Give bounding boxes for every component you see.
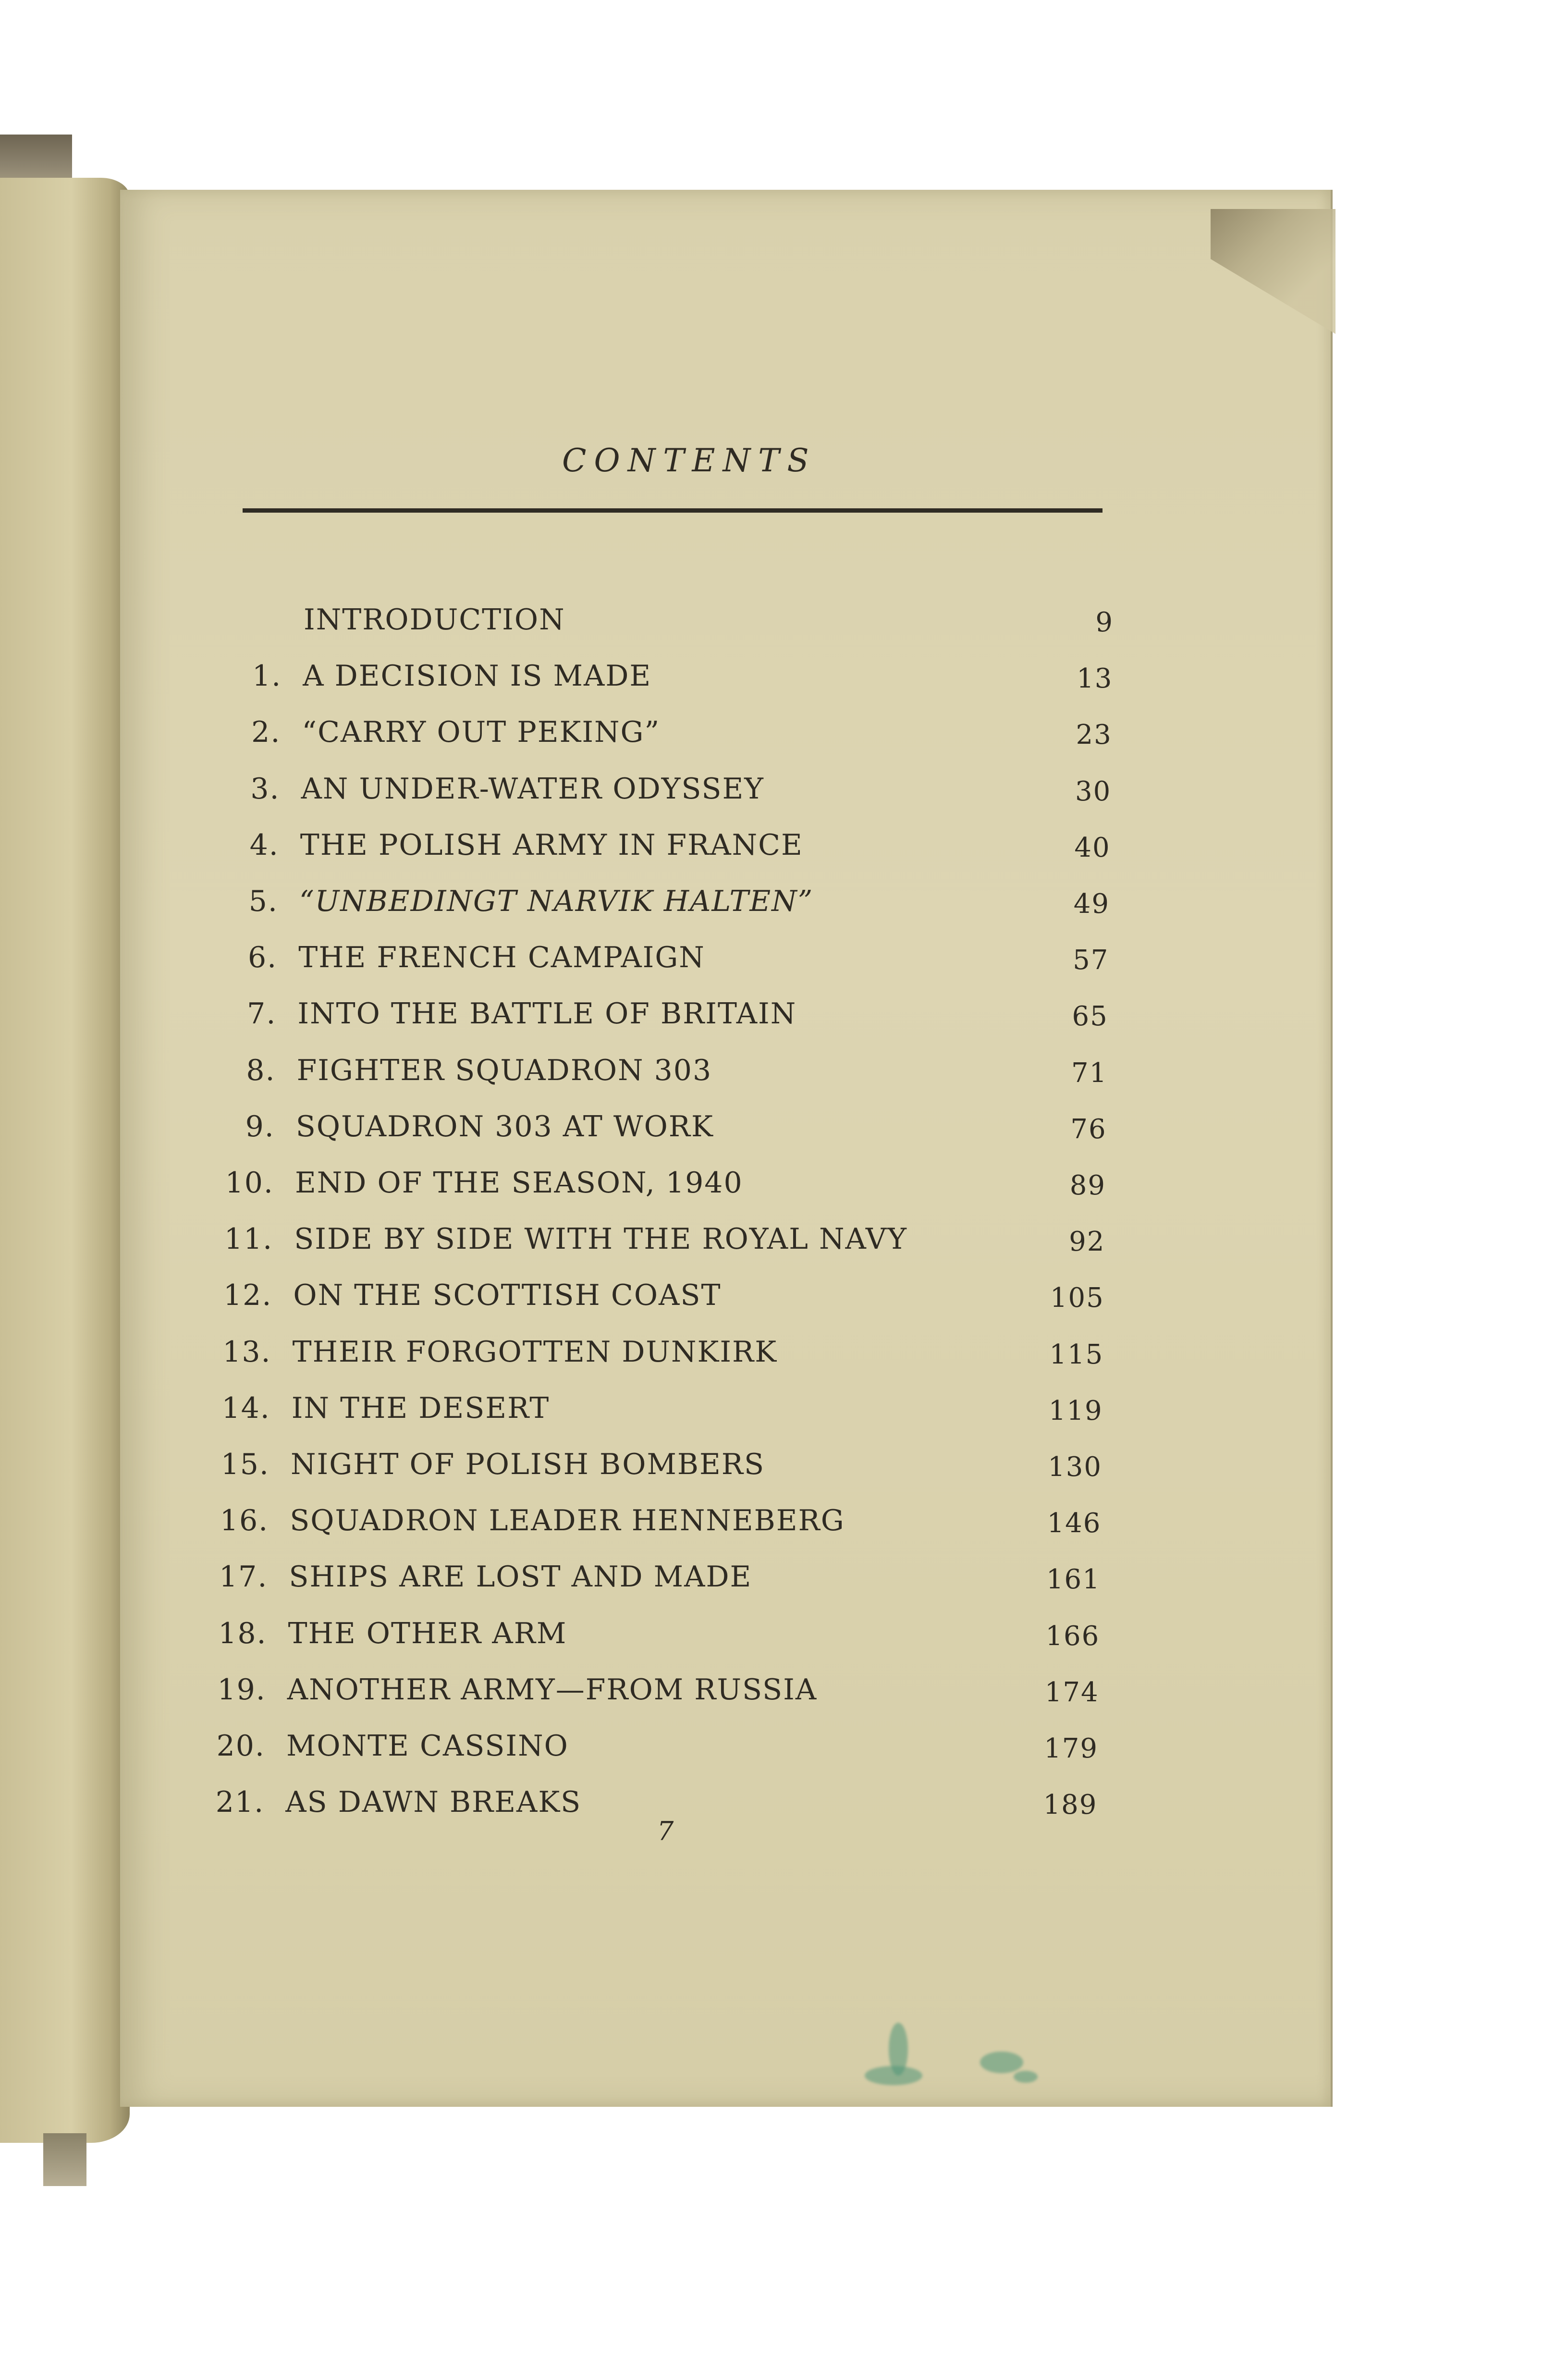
chapter-number: 5.: [248, 885, 278, 918]
page-reference: 76: [1070, 1113, 1107, 1145]
chapter-title: “CARRY OUT PEKING”: [302, 715, 661, 750]
toc-entry: [0, 1785, 1568, 1833]
page-reference: 92: [1069, 1226, 1105, 1258]
toc-entry: [0, 659, 1568, 707]
toc-entry: [0, 1448, 1568, 1496]
toc-entry: [0, 1054, 1568, 1102]
chapter-number: 17.: [219, 1560, 268, 1594]
page-reference: 65: [1072, 1001, 1108, 1032]
toc-entry: [0, 828, 1568, 876]
green-stain: [1014, 2071, 1038, 2083]
chapter-number: 18.: [218, 1616, 267, 1650]
chapter-number: 16.: [220, 1504, 269, 1538]
chapter-number: 13.: [222, 1335, 271, 1369]
chapter-number: 3.: [250, 772, 280, 806]
page-reference: 146: [1047, 1508, 1102, 1539]
green-stain: [865, 2066, 922, 2085]
chapter-number: 15.: [220, 1448, 270, 1481]
toc-entry: [0, 1278, 1568, 1327]
chapter-number: 4.: [249, 828, 279, 862]
toc-entry: [0, 1729, 1568, 1777]
chapter-title: INTO THE BATTLE OF BRITAIN: [297, 997, 797, 1031]
chapter-title: SIDE BY SIDE WITH THE ROYAL NAVY: [294, 1222, 907, 1256]
page-reference: 30: [1075, 775, 1112, 807]
chapter-title: ANOTHER ARMY—FROM RUSSIA: [287, 1672, 818, 1707]
toc-entry: [0, 1222, 1568, 1270]
left-page-edge: [0, 178, 130, 2143]
chapter-title: END OF THE SEASON, 1940: [295, 1166, 743, 1200]
chapter-number: 6.: [247, 941, 278, 975]
page-reference: 189: [1043, 1789, 1098, 1821]
chapter-number: 21.: [215, 1785, 265, 1819]
chapter-title: MONTE CASSINO: [286, 1729, 569, 1763]
toc-entry: [0, 941, 1568, 989]
page-reference: 115: [1049, 1339, 1104, 1370]
chapter-title: THE FRENCH CAMPAIGN: [298, 941, 705, 975]
chapter-number: 14.: [221, 1391, 270, 1425]
toc-entry: [0, 1673, 1568, 1721]
chapter-number: 2.: [251, 715, 281, 750]
chapter-number: 11.: [224, 1222, 273, 1256]
book-spine-bottom: [43, 2133, 86, 2186]
chapter-number: 19.: [217, 1672, 266, 1707]
toc-entry: [0, 1391, 1568, 1439]
toc-entry: [0, 1166, 1568, 1214]
chapter-title: “UNBEDINGT NARVIK HALTEN”: [299, 885, 814, 918]
chapter-number: 7.: [247, 997, 277, 1031]
toc-entry: [0, 1560, 1568, 1608]
toc-entry: [0, 1335, 1568, 1383]
page-reference: 49: [1073, 888, 1110, 920]
toc-entry: [0, 997, 1568, 1045]
page-reference: 23: [1076, 719, 1112, 751]
page-number: 7: [657, 1816, 674, 1846]
chapter-number: 10.: [225, 1166, 274, 1200]
page-reference: 40: [1074, 832, 1111, 863]
chapter-number: 12.: [223, 1278, 272, 1313]
toc-entry: [0, 772, 1568, 820]
page-reference: 174: [1044, 1676, 1099, 1708]
chapter-number: 8.: [246, 1053, 276, 1087]
chapter-title: FIGHTER SQUADRON 303: [296, 1053, 712, 1087]
page-reference: 166: [1045, 1620, 1100, 1652]
chapter-title: THEIR FORGOTTEN DUNKIRK: [292, 1335, 778, 1369]
page-reference: 179: [1044, 1733, 1098, 1764]
page-reference: 105: [1050, 1282, 1104, 1314]
toc-entry: [0, 715, 1568, 763]
page-reference: 161: [1046, 1564, 1101, 1596]
page-reference: 9: [1095, 607, 1114, 638]
chapter-number: 9.: [245, 1109, 275, 1143]
page-reference: 89: [1069, 1170, 1106, 1201]
page-reference: 119: [1048, 1395, 1103, 1426]
chapter-title: IN THE DESERT: [291, 1391, 550, 1425]
chapter-title: AS DAWN BREAKS: [285, 1785, 582, 1819]
page-reference: 13: [1077, 663, 1113, 695]
chapter-number: 20.: [216, 1729, 265, 1763]
chapter-title: AN UNDER-WATER ODYSSEY: [301, 772, 764, 806]
page-reference: 130: [1048, 1451, 1102, 1483]
chapter-number: 1.: [252, 659, 282, 693]
page-reference: 57: [1073, 945, 1109, 976]
chapter-title: INTRODUCTION: [304, 603, 565, 637]
chapter-title: A DECISION IS MADE: [303, 659, 652, 693]
chapter-title: SHIPS ARE LOST AND MADE: [289, 1560, 752, 1594]
chapter-title: ON THE SCOTTISH COAST: [293, 1278, 722, 1313]
toc-entry: [0, 1504, 1568, 1552]
chapter-title: THE OTHER ARM: [288, 1616, 567, 1650]
contents-heading: CONTENTS: [562, 442, 817, 479]
chapter-title: THE POLISH ARMY IN FRANCE: [300, 828, 803, 862]
page-reference: 71: [1071, 1057, 1108, 1089]
chapter-title: SQUADRON 303 AT WORK: [295, 1109, 714, 1143]
chapter-title: SQUADRON LEADER HENNEBERG: [290, 1504, 845, 1538]
toc-entry: [0, 1110, 1568, 1158]
toc-entry: [0, 603, 1568, 651]
toc-entry: [0, 1617, 1568, 1665]
toc-entry: [0, 885, 1568, 933]
green-stain: [980, 2052, 1023, 2073]
chapter-title: NIGHT OF POLISH BOMBERS: [291, 1448, 765, 1481]
heading-rule: [243, 508, 1102, 513]
